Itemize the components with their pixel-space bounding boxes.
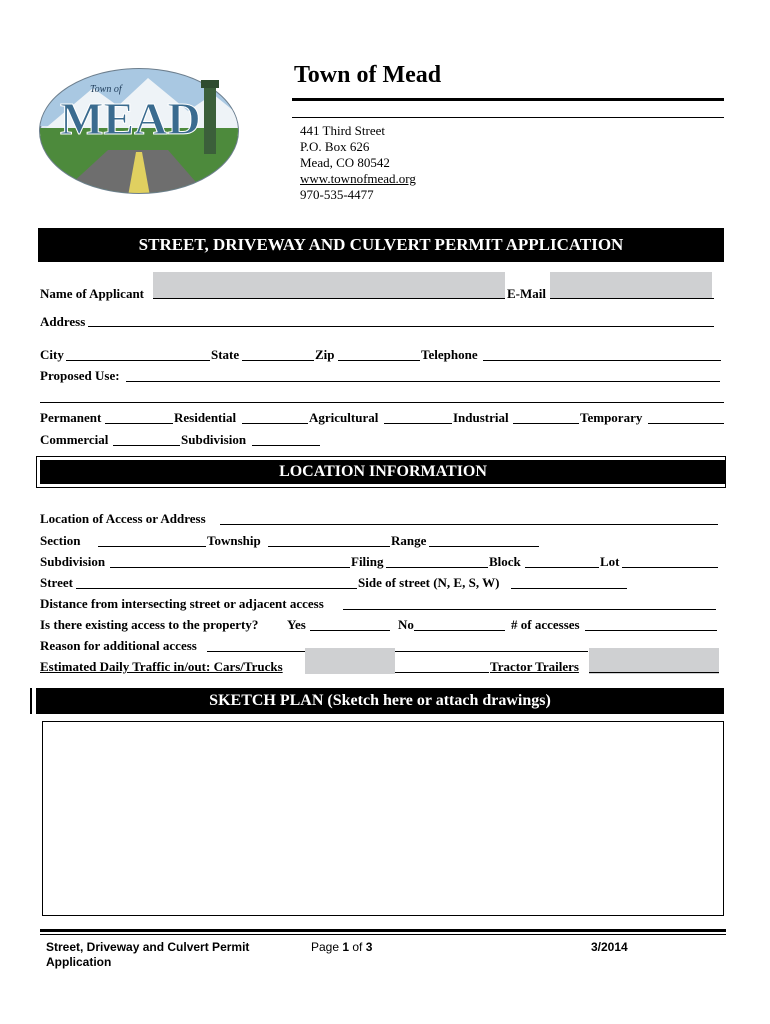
range-input[interactable] [429, 546, 539, 547]
reason-input[interactable] [207, 651, 588, 652]
commercial-input[interactable] [113, 445, 180, 446]
footer-date: 3/2014 [591, 940, 628, 954]
sketch-area[interactable] [42, 721, 724, 916]
phone-number: 970-535-4477 [300, 187, 374, 202]
email-label: E-Mail [507, 286, 546, 301]
city-label: City [40, 347, 64, 362]
name-label: Name of Applicant [40, 286, 144, 301]
traffic-label: Estimated Daily Traffic in/out: Cars/Trucks [40, 659, 283, 674]
title-rule-thin [292, 117, 724, 118]
agricultural-label: Agricultural [309, 410, 379, 425]
access-address-input[interactable] [220, 524, 718, 525]
city-input[interactable] [66, 360, 210, 361]
telephone-input[interactable] [483, 360, 721, 361]
footer-page-number [311, 940, 372, 954]
email-input[interactable] [550, 272, 712, 298]
agricultural-input[interactable] [384, 423, 452, 424]
distance-input[interactable] [343, 609, 716, 610]
lot-input[interactable] [622, 567, 718, 568]
zip-input[interactable] [338, 360, 420, 361]
yes-input[interactable] [310, 630, 390, 631]
industrial-input[interactable] [513, 423, 579, 424]
township-label: Township [207, 533, 261, 548]
permanent-label: Permanent [40, 410, 102, 425]
sketch-title: SKETCH PLAN (Sketch here or attach drawings) [209, 692, 551, 709]
permanent-input[interactable] [105, 423, 173, 424]
website-link[interactable]: www.townofmead.org [300, 171, 416, 186]
residential-input[interactable] [242, 423, 308, 424]
street-input[interactable] [76, 588, 357, 589]
accesses-label: # of accesses [511, 617, 580, 632]
name-input[interactable] [153, 272, 505, 298]
yes-label: Yes [287, 617, 306, 632]
industrial-label: Industrial [453, 410, 509, 425]
town-title: Town of Mead [294, 62, 442, 88]
temporary-input[interactable] [648, 423, 724, 424]
title-rule-thick [292, 98, 724, 101]
subdivision-label: Subdivision [181, 432, 247, 447]
subdivision-input[interactable] [252, 445, 320, 446]
proposed-use-input-2[interactable] [40, 402, 724, 403]
footer-doc-name-line2: Application [46, 955, 112, 969]
page-num: 1 [342, 940, 350, 954]
footer-rule-thin [40, 934, 726, 935]
filing-label: Filing [351, 554, 384, 569]
subdivision-loc-input[interactable] [110, 567, 350, 568]
block-input[interactable] [525, 567, 599, 568]
email-underline [550, 298, 714, 299]
address-line: 441 Third Street [300, 123, 385, 138]
town-logo [38, 66, 240, 196]
township-input[interactable] [268, 546, 390, 547]
page-total: 3 [365, 940, 373, 954]
commercial-label: Commercial [40, 432, 109, 447]
zip-label: Zip [315, 347, 335, 362]
range-label: Range [391, 533, 427, 548]
footer-doc-name [46, 940, 249, 970]
section-input[interactable] [98, 546, 206, 547]
page-of: of [349, 940, 366, 954]
state-input[interactable] [242, 360, 314, 361]
mead-logo-icon [38, 66, 240, 196]
side-input[interactable] [511, 588, 627, 589]
page-prefix: Page [311, 940, 343, 954]
cars-trucks-input[interactable] [305, 648, 395, 674]
address-input[interactable] [88, 326, 714, 327]
block-label: Block [489, 554, 521, 569]
temporary-label: Temporary [580, 410, 643, 425]
residential-label: Residential [174, 410, 237, 425]
traffic-underline [395, 672, 489, 673]
sketch-banner-edge [30, 688, 32, 714]
state-label: State [211, 347, 240, 362]
form-title: STREET, DRIVEWAY AND CULVERT PERMIT APPLICATION [138, 235, 624, 254]
existing-access-label: Is there existing access to the property? [40, 617, 259, 632]
sketch-banner [36, 688, 724, 714]
reason-label: Reason for additional access [40, 638, 197, 653]
access-address-label: Location of Access or Address [40, 511, 206, 526]
tractor-underline [589, 672, 719, 673]
section-label: Section [40, 533, 81, 548]
location-title: LOCATION INFORMATION [279, 463, 487, 480]
street-label: Street [40, 575, 73, 590]
no-label: No [398, 617, 414, 632]
side-label: Side of street (N, E, S, W) [358, 575, 500, 590]
name-underline [153, 298, 505, 299]
location-banner [40, 460, 726, 484]
distance-label: Distance from intersecting street or adjacent access [40, 596, 324, 611]
svg-text:Town of: Town of [90, 84, 122, 95]
proposed-use-label: Proposed Use: [40, 368, 120, 383]
address-line: P.O. Box 626 [300, 139, 370, 154]
address-line: Mead, CO 80542 [300, 155, 390, 170]
lot-label: Lot [600, 554, 620, 569]
accesses-input[interactable] [585, 630, 717, 631]
footer-doc-name-line1: Street, Driveway and Culvert Permit [46, 940, 250, 954]
footer-rule-thick [40, 929, 726, 932]
form-title-banner [38, 228, 724, 262]
address-label: Address [40, 314, 86, 329]
tractor-label: Tractor Trailers [490, 659, 579, 674]
telephone-label: Telephone [421, 347, 478, 362]
proposed-use-input[interactable] [126, 381, 720, 382]
tractor-trailers-input[interactable] [589, 648, 719, 674]
filing-input[interactable] [386, 567, 488, 568]
no-input[interactable] [414, 630, 505, 631]
svg-text:MEAD: MEAD [60, 93, 201, 144]
subdivision-loc-label: Subdivision [40, 554, 106, 569]
